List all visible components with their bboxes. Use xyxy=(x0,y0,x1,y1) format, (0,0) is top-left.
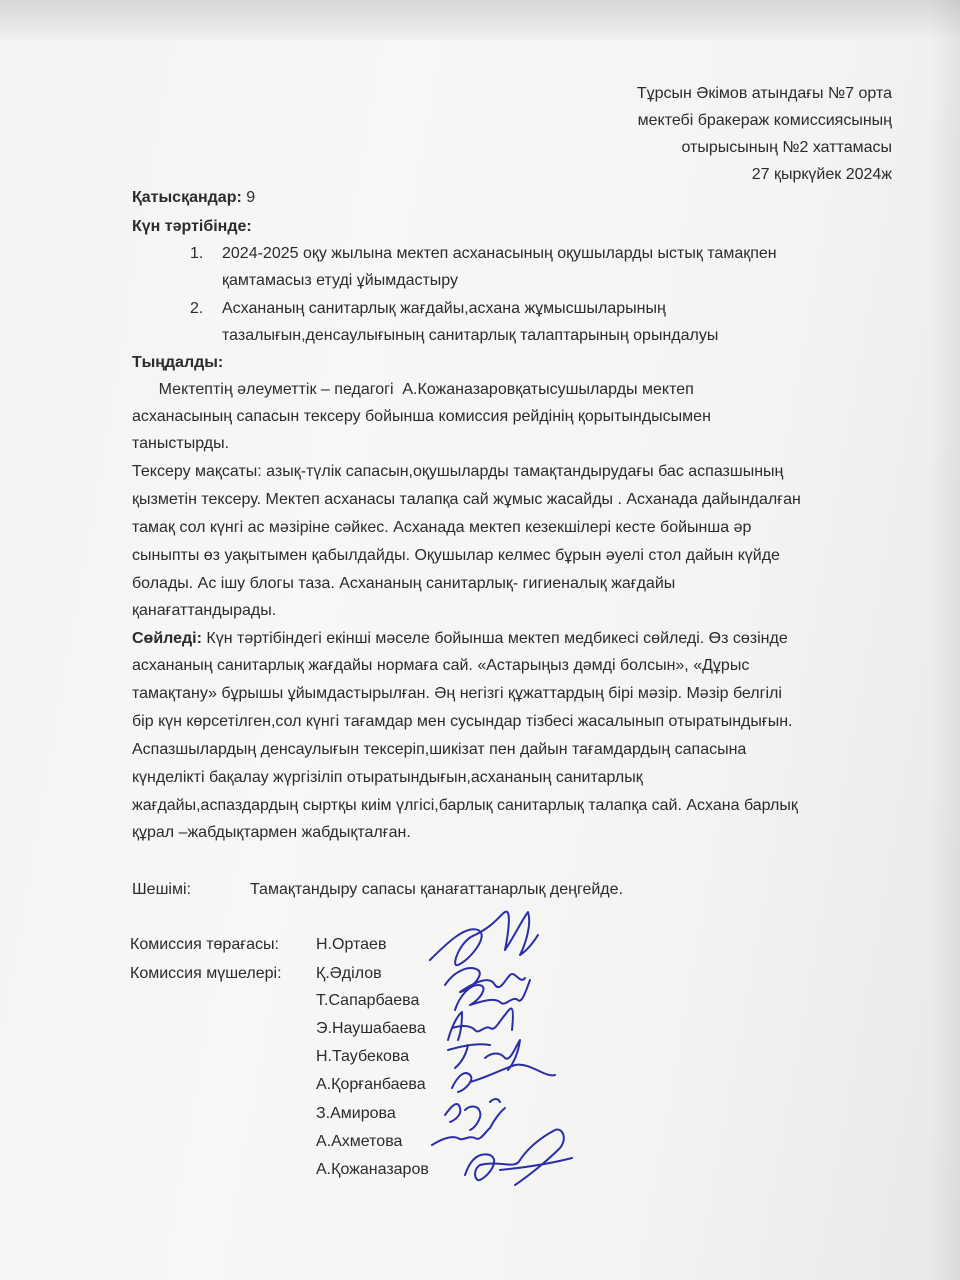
signature-member-5 xyxy=(452,1065,555,1092)
decision-text: Тамақтандыру сапасы қанағаттанарлық деңгейде. xyxy=(250,881,623,898)
member-name: А.Қорғанбаева xyxy=(316,1076,426,1093)
agenda-item-text: 2024-2025 оқу жылына мектеп асханасының оқушыларды ыстық тамақпен xyxy=(222,245,777,262)
signature-member-8 xyxy=(465,1129,572,1185)
header-line-3: отырысының №2 хаттамасы xyxy=(681,139,892,156)
agenda-item-number: 2. xyxy=(190,300,204,317)
member-name: Н.Таубекова xyxy=(316,1048,410,1065)
member-name: А.Қожаназаров xyxy=(316,1161,429,1178)
agenda-item-2-continued: тазалығын,денсаулығының санитарлық талаптарының орындалуы xyxy=(222,327,719,344)
chair-name: Н.Ортаев xyxy=(316,936,387,953)
heard-line: тамақ сол күнгі ас мәзіріне сәйкес. Асханада мектеп кезекшілері кесте бойынша әр xyxy=(132,519,752,536)
signature-member-6 xyxy=(445,1099,500,1130)
member-name: З.Амирова xyxy=(316,1105,396,1122)
heard-line: асханасының сапасын тексеру бойынша комиссия рейдінің қорытындысымен xyxy=(132,408,711,425)
agenda-item-1 xyxy=(190,240,777,267)
spoke-first-line xyxy=(132,625,788,652)
spoke-line: асхананың санитарлық жағдайы нормаға сай. «Астарыңыз дәмді болсын», «Дұрыс xyxy=(132,657,750,674)
agenda-item-number: 1. xyxy=(190,245,204,262)
signature-chair xyxy=(430,912,538,966)
header-line-2: мектебі бракераж комиссиясының xyxy=(637,112,892,129)
signature-member-1 xyxy=(445,968,525,992)
signature-member-3 xyxy=(448,1008,513,1040)
signature-member-7 xyxy=(432,1108,505,1145)
header-line-1: Тұрсын Әкімов атындағы №7 орта xyxy=(636,85,892,102)
spoke-line: бір күн көрсетілген,сол күнгі тағамдар мен сусындар тізбесі жасалынып отыратындығын. xyxy=(132,713,793,730)
agenda-item-2 xyxy=(190,295,666,322)
heard-line: қызметін тексеру. Мектеп асханасы талапқа сай жұмыс жасайды . Асханада дайындалған xyxy=(132,491,801,508)
member-name: Т.Сапарбаева xyxy=(316,992,420,1009)
heard-title: Тыңдалды: xyxy=(132,354,224,371)
signature-member-4 xyxy=(448,1040,520,1070)
agenda-title: Күн тәртібінде: xyxy=(132,218,252,235)
participants-label: Қатысқандар: xyxy=(132,189,242,206)
spoke-line: құрал –жабдықтармен жабдықталған. xyxy=(132,824,411,841)
agenda-item-1-continued: қамтамасыз етуді ұйымдастыру xyxy=(222,272,459,289)
members-label: Комиссия мүшелері: xyxy=(130,965,282,982)
spoke-label: Сөйледі: xyxy=(132,630,202,647)
heard-line: қанағаттандырады. xyxy=(132,602,277,619)
heard-line: Тексеру мақсаты: азық-түлік сапасын,оқушыларды тамақтандырудағы бас аспазшының xyxy=(132,463,784,480)
decision-label: Шешімі: xyxy=(132,881,191,898)
spoke-line: күнделікті бақалау жүргізіліп отыратындығын,асхананың санитарлық xyxy=(132,769,643,786)
participants xyxy=(132,184,255,211)
decision xyxy=(132,876,191,903)
heard-line: таныстырды. xyxy=(132,435,230,452)
heard-line: сыныпты өз уақытымен қабылдайды. Оқушылар келмес бұрын әуелі стол дайын күйде xyxy=(132,547,780,564)
document-header xyxy=(492,80,892,188)
spoke-line: тамақтану» бұрышы ұйымдастырылған. Әң негізгі құжаттардың бірі мәзір. Мәзір белгілі xyxy=(132,685,782,702)
header-date: 27 қыркүйек 2024ж xyxy=(751,166,892,183)
spoke-text: Күн тәртібіндегі екінші мәселе бойынша мектеп медбикесі сөйледі. Өз сөзінде xyxy=(201,630,788,647)
member-name: Э.Наушабаева xyxy=(316,1020,426,1037)
member-name: Қ.Әділов xyxy=(316,965,382,982)
chair-label: Комиссия төрағасы: xyxy=(130,936,279,953)
signature-member-2 xyxy=(455,980,530,1010)
heard-line: болады. Ас ішу блогы таза. Асхананың санитарлық- гигиеналық жағдайы xyxy=(132,575,676,592)
member-name: А.Ахметова xyxy=(316,1133,403,1150)
participants-count: 9 xyxy=(241,189,256,206)
spoke-line: Аспазшылардың денсаулығын тексеріп,шикізат пен дайын тағамдардың сапасына xyxy=(132,741,747,758)
heard-line: Мектептің әлеуметтік – педагогі А.Кожаназаровқатысушыларды мектеп xyxy=(132,381,694,398)
spoke-line: жағдайы,аспаздардың сыртқы киім үлгісі,барлық санитарлық талапқа сай. Асхана барлық xyxy=(132,797,798,814)
agenda-item-text: Асхананың санитарлық жағдайы,асхана жұмысшыларының xyxy=(222,300,666,317)
